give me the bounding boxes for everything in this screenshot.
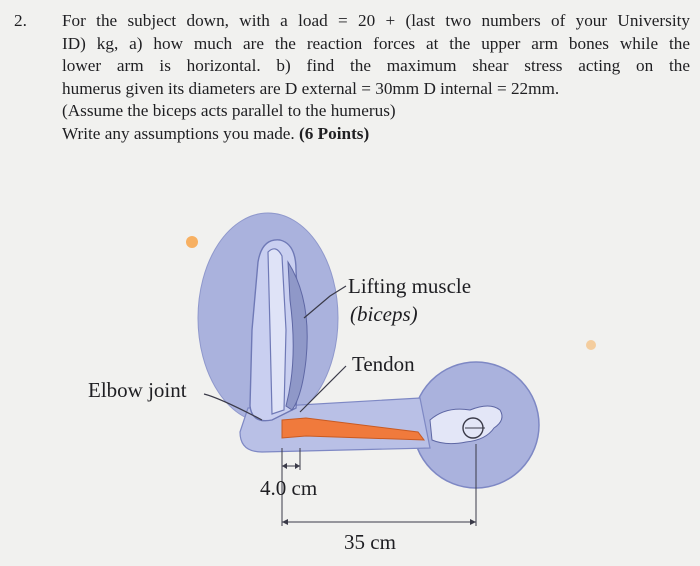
label-dim-small: 4.0 cm [260, 476, 318, 500]
dim-large-arrow-left [282, 519, 288, 525]
dim-small-arrow-right [295, 463, 300, 469]
question-number: 2. [14, 11, 27, 30]
dim-small-arrow-left [282, 463, 287, 469]
label-elbow-joint: Elbow joint [88, 378, 187, 402]
label-tendon: Tendon [352, 352, 415, 376]
label-biceps: (biceps) [350, 302, 418, 326]
question-line-1: For the subject down, with a load = 20 + (last two numbers of your University [62, 11, 690, 30]
question-line-2: ID) kg, a) how much are the reaction forces at the upper arm bones while the [62, 33, 690, 53]
question-line-3: lower arm is horizontal. b) find the maximum shear stress acting on the [62, 56, 690, 76]
question-line-5: (Assume the biceps acts parallel to the humerus) [62, 101, 396, 121]
orange-dot-right [586, 340, 596, 350]
assumptions-text: Write any assumptions you made. [62, 123, 295, 143]
orange-dot-left [186, 236, 198, 248]
label-lifting-muscle: Lifting muscle [348, 274, 472, 298]
points-label: (6 Points) [299, 123, 370, 143]
label-dim-large: 35 cm [344, 530, 396, 554]
dim-large-arrow-right [470, 519, 476, 525]
question-line-4: humerus given its diameters are D external = 30mm D internal = 22mm. [62, 78, 560, 98]
